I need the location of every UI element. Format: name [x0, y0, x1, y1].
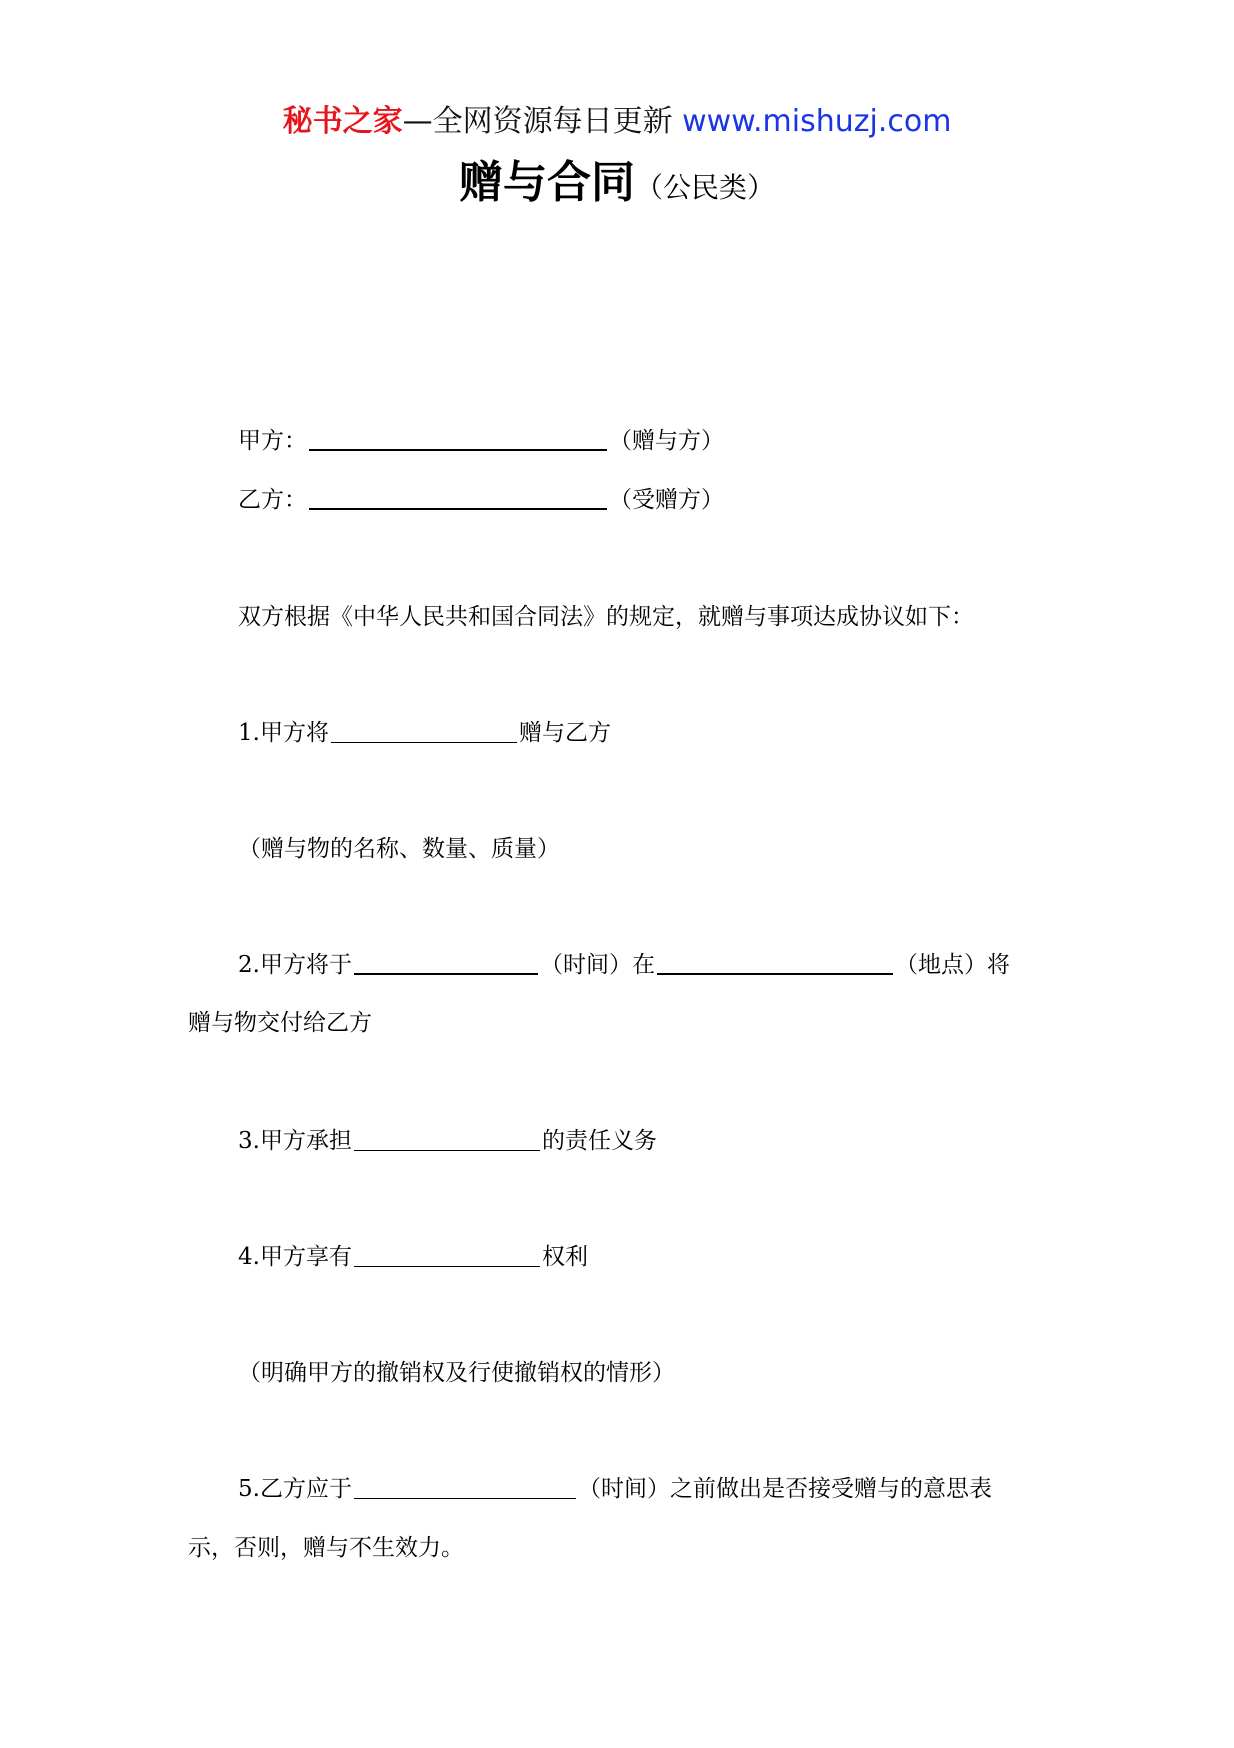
clause-2-place-blank[interactable]	[657, 971, 893, 975]
clause-4	[238, 1240, 588, 1274]
clause-4-suffix: 权利	[541, 1244, 588, 1270]
clause-4-prefix: 4.甲方享有	[238, 1244, 352, 1270]
party-b-blank[interactable]	[309, 506, 607, 510]
document-title	[0, 155, 1234, 220]
clause-5-blank[interactable]	[354, 1496, 576, 1499]
clause-2-line2: 赠与物交付给乙方	[188, 1010, 372, 1036]
clause-5	[238, 1472, 992, 1506]
clause-1-suffix: 赠与乙方	[518, 720, 611, 746]
clause-1-note: （赠与物的名称、数量、质量）	[238, 836, 560, 862]
clause-3-suffix: 的责任义务	[541, 1128, 657, 1154]
site-tagline: —全网资源每日更新	[402, 104, 683, 139]
party-b-line	[238, 483, 724, 517]
party-b-role: （受赠方）	[609, 487, 724, 513]
site-header	[0, 102, 1234, 142]
clause-3-prefix: 3.甲方承担	[238, 1128, 352, 1154]
clause-3	[238, 1124, 657, 1158]
clause-1	[238, 716, 611, 750]
clause-1-blank[interactable]	[331, 740, 517, 743]
clause-2-mid2: （地点）将	[894, 952, 1010, 978]
clause-4-note: （明确甲方的撤销权及行使撤销权的情形）	[238, 1360, 675, 1386]
clause-5-prefix: 5.乙方应于	[238, 1476, 352, 1502]
party-a-blank[interactable]	[309, 447, 607, 451]
site-url-link[interactable]: www.mishuzj.com	[682, 104, 952, 139]
clause-5-suffix: （时间）之前做出是否接受赠与的意思表	[577, 1476, 992, 1502]
site-brand: 秘书之家	[282, 104, 403, 139]
clause-5-line2: 示，否则，赠与不生效力。	[188, 1535, 464, 1561]
party-a-role: （赠与方）	[609, 428, 724, 454]
clause-3-blank[interactable]	[354, 1148, 540, 1151]
clause-2-prefix: 2.甲方将于	[238, 952, 352, 978]
intro-paragraph: 双方根据《中华人民共和国合同法》的规定，就赠与事项达成协议如下：	[238, 604, 974, 630]
clause-2-mid1: （时间）在	[539, 952, 655, 978]
clause-2	[238, 948, 1010, 982]
party-a-label: 甲方：	[238, 428, 307, 454]
party-a-line	[238, 424, 724, 458]
party-b-label: 乙方：	[238, 487, 307, 513]
title-sub: （公民类）	[634, 171, 775, 204]
clause-2-time-blank[interactable]	[354, 971, 538, 975]
clause-1-prefix: 1.甲方将	[238, 720, 329, 746]
title-main: 赠与合同	[458, 157, 635, 208]
clause-4-blank[interactable]	[354, 1264, 540, 1267]
